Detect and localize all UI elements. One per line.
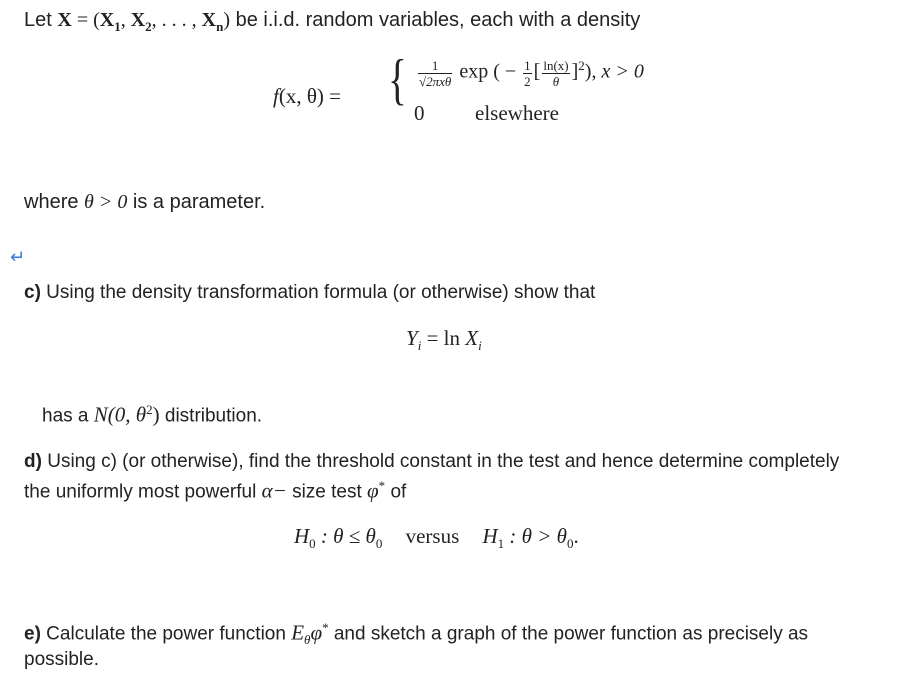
intro-line	[24, 9, 640, 35]
h1-cond-sub: 0	[566, 536, 574, 552]
case1-exp: exp	[459, 60, 489, 83]
density-case2	[414, 101, 425, 126]
part-c-line	[24, 282, 595, 304]
e-sym: E	[291, 620, 305, 645]
e-sub: θ	[304, 632, 311, 648]
phi: φ	[367, 478, 379, 503]
h0-cond: : θ ≤ θ	[315, 524, 376, 548]
case1-num: 1	[418, 59, 452, 74]
case2-value: 0	[414, 101, 425, 125]
part-e-text-prefix: Calculate the power function	[40, 623, 292, 645]
h1: H	[482, 524, 498, 548]
vector-x: X	[57, 9, 72, 31]
case1-den: √2πxθ	[419, 73, 452, 89]
dist-sup: 2	[146, 402, 153, 417]
part-d-line2-mid: size test	[286, 481, 368, 503]
eq-rhs-sub: i	[478, 338, 482, 354]
h1-cond: : θ > θ	[504, 524, 567, 548]
part-c-label: c)	[24, 282, 41, 303]
dist-close: )	[152, 402, 160, 427]
case1-open: ( −	[493, 60, 522, 83]
part-d-line2-suffix: of	[385, 481, 407, 503]
part-c-equation	[406, 326, 482, 354]
hypotheses	[294, 524, 579, 552]
part-d-label: d)	[24, 451, 42, 472]
dist-math: N(0, θ	[93, 402, 147, 427]
part-c-text: Using the density transformation formula (or otherwise) show that	[40, 282, 596, 303]
x1-sub: 1	[114, 19, 121, 34]
eq-lhs: Y	[406, 326, 418, 350]
intro-prefix: Let	[24, 9, 58, 31]
comma1: ,	[120, 9, 131, 31]
eq-mid: = ln	[421, 326, 466, 350]
ln-num: ln(x)	[543, 57, 569, 73]
return-icon: ↵	[10, 247, 26, 267]
part-e-line1	[24, 620, 808, 648]
half-den: 2	[524, 73, 531, 89]
h0: H	[294, 524, 310, 548]
half-num: 1	[524, 57, 531, 73]
param-suffix: is a parameter.	[127, 191, 266, 213]
density-brace: {	[388, 49, 407, 111]
param-prefix: where	[24, 191, 85, 213]
part-e-line2-text: possible.	[24, 649, 99, 670]
intro-close: )	[223, 9, 231, 31]
part-c-dist-line	[42, 402, 262, 427]
part-e-line2	[24, 649, 99, 671]
density-case2-text	[475, 101, 559, 126]
part-e-label: e)	[24, 623, 41, 645]
case2-text: elsewhere	[475, 101, 559, 125]
h0-cond-sub: 0	[375, 536, 383, 552]
hyp-end: .	[573, 524, 579, 548]
part-d-line1-text: Using c) (or otherwise), find the threshold constant in the test and hence determine completely	[41, 451, 840, 472]
versus: versus	[405, 524, 460, 548]
case1-close: ),	[584, 60, 602, 83]
part-e-text-suffix: and sketch a graph of the power function as precisely as	[328, 623, 809, 645]
eq-rhs: X	[465, 326, 479, 350]
ln-fraction	[542, 59, 569, 88]
dist-suffix: distribution.	[159, 405, 263, 427]
alpha: α−	[261, 478, 287, 503]
x1: X	[99, 9, 115, 31]
bracket-close: ]	[571, 60, 579, 83]
density-args: (x, θ) =	[278, 84, 341, 108]
squared: 2	[578, 58, 585, 73]
phi-sup: *	[378, 478, 386, 493]
eq-lhs-sub: i	[417, 338, 422, 354]
density-case1	[416, 58, 644, 88]
param-math: θ > 0	[84, 191, 128, 213]
case1-fraction	[418, 59, 452, 88]
xn: X	[201, 9, 217, 31]
e-phi: φ	[310, 620, 323, 645]
case1-cond: x > 0	[601, 60, 644, 83]
dist-prefix: has a	[42, 405, 94, 427]
ln-den: θ	[552, 73, 560, 89]
density-lhs	[273, 84, 341, 109]
h0-sub: 0	[309, 536, 316, 552]
density-f: f	[273, 84, 279, 108]
x2: X	[130, 9, 146, 31]
part-d-line1	[24, 451, 839, 473]
part-d-line2	[24, 478, 406, 503]
param-line	[24, 191, 265, 214]
intro-equals: = (	[71, 9, 100, 31]
intro-suffix: be i.i.d. random variables, each with a density	[230, 9, 641, 31]
h1-sub: 1	[497, 536, 505, 552]
half-fraction	[523, 59, 532, 88]
xn-sub: n	[216, 19, 224, 34]
dots: , . . . ,	[151, 9, 202, 31]
part-d-line2-prefix: the uniformly most powerful	[24, 481, 262, 503]
x2-sub: 2	[145, 19, 152, 34]
bracket-open: [	[533, 60, 541, 83]
e-phi-sup: *	[322, 620, 329, 635]
